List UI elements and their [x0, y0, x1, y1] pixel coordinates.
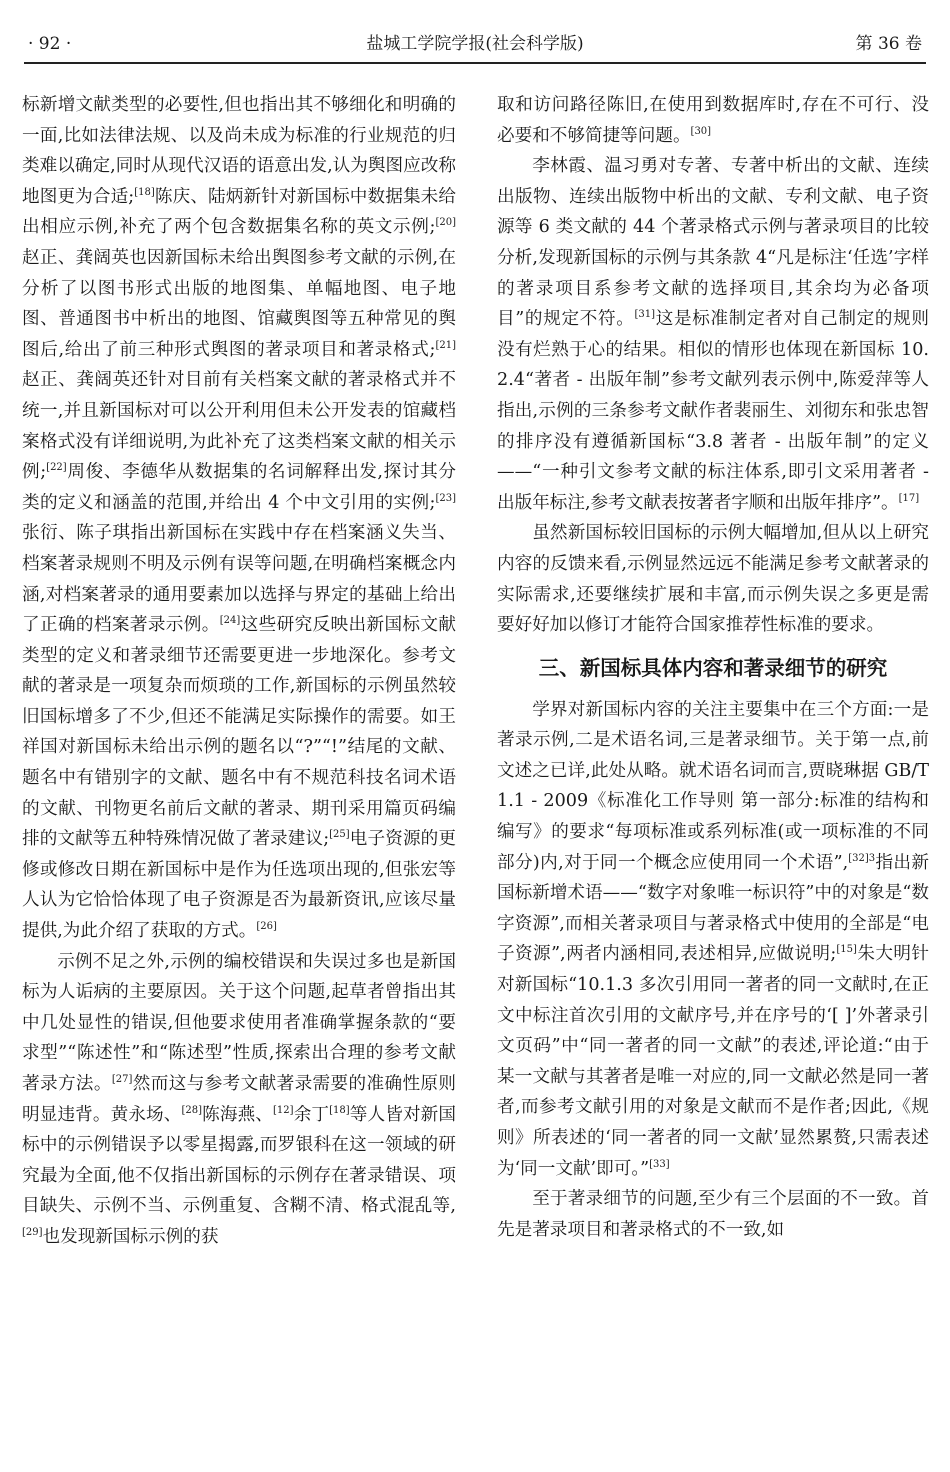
paragraph: 标新增文献类型的必要性,但也指出其不够细化和明确的一面,比如法律法规、以及尚未成为标准的行业规范的归类难以确定,同时从现代汉语的语意出发,认为舆图应改称地图更为合适;[18]陈庆、陆炳新针对新国标中数据集未给出相应示例,补充了两个包含数据集名称的英文示例;[20]赵正、龚阔英也因新国标未给出舆图参考文献的示例,在分析了以图书形式出版的地图集、单幅地图、电子地图、普通图书中析出的地图、馆藏舆图等五种常见的舆图后,给出了前三种形式舆图的著录项目和著录格式;[21]赵正、龚阔英还针对目前有关档案文献的著录格式并不统一,并且新国标对可以公开利用但未公开发表的馆藏档案格式没有详细说明,为此补充了这类档案文献的相关示例;[22]周俊、李德华从数据集的名词解释出发,探讨其分类的定义和涵盖的范围,并给出 4 个中文引用的实例;[23]张衍、陈子琪指出新国标在实践中存在档案涵义失当、档案著录规则不明及示例有误等问题,在明确档案概念内涵,对档案著录的通用要素加以选择与界定的基础上给出了正确的档案著录示例。[24]这些研究反映出新国标文献类型的定义和著录细节还需要更进一步地深化。参考文献的著录是一项复杂而烦琐的工作,新国标的示例虽然较旧国标增多了不少,但还不能满足实际操作的需要。如王祥国对新国标未给出示例的题名以“?”“!”结尾的文献、题名中有错别字的文献、题名中有不规范科技名词术语的文献、刊物更名前后文献的著录、期刊采用篇页码编排的文献等五种特殊情况做了著录建议;[25]电子资源的更修或修改日期在新国标中是作为任选项出现的,但张宏等人认为它恰恰体现了电子资源是否为最新资讯,应该尽量提供,为此介绍了获取的方式。[26]: [22, 95, 456, 942]
paragraph: 虽然新国标较旧国标的示例大幅增加,但从以上研究内容的反馈来看,示例显然远远不能满足参考文献著录的实际需求,还要继续扩展和丰富,而示例失误之多更是需要好好加以修订才能符合国家推荐性标准的要求。: [497, 523, 929, 636]
paragraph: 李林霞、温习勇对专著、专著中析出的文献、连续出版物、连续出版物中析出的文献、专利文献、电子资源等 6 类文献的 44 个著录格式示例与著录项目的比较分析,发现新国标的示例与其条款 4“凡是标注‘任选’字样的著录项目系参考文献的选择项目,其余均为必备项目”的规定不符。[31]这是标准制定者对自己制定的规则没有烂熟于心的结果。相似的情形也体现在新国标 10.2.4“著者 - 出版年制”参考文献列表示例中,陈爱萍等人指出,示例的三条参考文献作者裴丽生、刘彻东和张忠智的排序没有遵循新国标“3.8 著者 - 出版年制”的定义——“一种引文参考文献的标注体系,即引文采用著者 - 出版年标注,参考文献表按著者字顺和出版年排序”。[17]: [497, 156, 929, 513]
citation-ref: [18]: [329, 1104, 350, 1116]
citation-ref: [33]: [649, 1158, 670, 1170]
citation-ref: [30]: [690, 125, 712, 137]
paragraph: 学界对新国标内容的关注主要集中在三个方面:一是著录示例,二是术语名词,三是著录细节。关于第一点,前文述之已详,此处从略。就术语名词而言,贾晓琳据 GB/T 1.1 - 2009《标准化工作导则 第一部分:标准的结构和编写》的要求“每项标准或系列标准(或一项标准的不同部分)内,对于同一个概念应使用同一个术语”,$^{[32]3}$指出新国标新增术语——“数字对象唯一标识符”中的对象是“数字资源”,而相关著录项目与著录格式中使用的全部是“电子资源”,两者内涵相同,表述相异,应做说明;[15]朱大明针对新国标“10.1.3 多次引用同一著者的同一文献时,在正文中标注首次引用的文献序号,并在序号的‘[ ]’外著录引文页码”中“同一著者的同一文献”的表述,评论道:“由于某一文献与其著者是唯一对应的,同一文献必然是同一著者,而参考文献引用的对象是文献而不是作者;因此,《规则》所表述的‘同一著者的同一文献’显然累赘,只需表述为‘同一文献’即可。”[33]: [497, 699, 929, 1179]
citation-ref: [22]: [46, 462, 67, 474]
citation-ref: [17]: [898, 492, 920, 504]
citation-ref: [25]: [329, 829, 350, 841]
left-column: [22, 90, 456, 1253]
paragraph: 取和访问路径陈旧,在使用到数据库时,存在不可行、没必要和不够简捷等问题。[30]: [497, 95, 930, 146]
paragraph: 至于著录细节的问题,至少有三个层面的不一致。首先是著录项目和著录格式的不一致,如: [497, 1189, 929, 1240]
citation-ref: [28]: [181, 1104, 203, 1116]
citation-ref: [21]: [435, 339, 456, 351]
citation-ref: [24]: [219, 615, 241, 627]
citation-ref: [27]: [111, 1074, 133, 1085]
journal-title: 盐城工学院学报(社会科学版): [366, 34, 584, 54]
right-column: [497, 90, 929, 1245]
citation-ref: [23]: [435, 492, 456, 504]
citation-ref: [29]: [22, 1226, 43, 1238]
volume-label: 第 36 卷: [855, 34, 922, 54]
citation-ref: [26]: [256, 921, 277, 933]
citation-ref: [18]: [134, 186, 155, 198]
header-rule: [24, 62, 926, 64]
citation-ref: [12]: [273, 1104, 294, 1116]
citation-ref: [20]: [435, 217, 456, 229]
page-number: · 92 ·: [28, 34, 72, 54]
running-header: [24, 30, 926, 58]
section-heading: 三、新国标具体内容和著录细节的研究: [538, 655, 888, 680]
paragraph: 示例不足之外,示例的编校错误和失误过多也是新国标为人诟病的主要原因。关于这个问题,起草者曾指出其中几处显性的错误,但他要求使用者准确掌握条款的“要求型”“陈述性”和“陈述型”性质,探索出合理的参考文献著录方法。[27]然而这与参考文献著录需要的准确性原则明显违背。黄永场、[28]陈海燕、[12]余丁[18]等人皆对新国标中的示例错误予以零星揭露,而罗银科在这一领域的研究最为全面,他不仅指出新国标的示例存在著录错误、项目缺失、示例不当、示例重复、含糊不清、格式混乱等,[29]也发现新国标示例的获: [22, 951, 456, 1247]
citation-ref: [31]: [634, 309, 656, 321]
citation-ref: [15]: [836, 944, 857, 956]
citation-ref: [32]3: [848, 852, 876, 864]
